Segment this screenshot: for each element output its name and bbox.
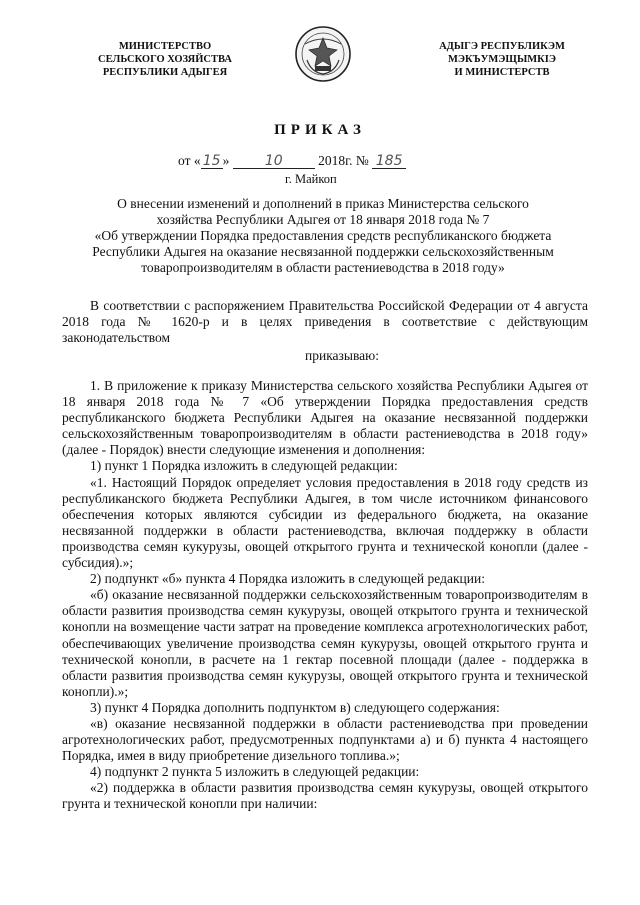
preamble-text: В соответствии с распоряжением Правительства Российской Федерации от 4 августа 2018 года № 1620-р и в целях приведения в соответствие с действующим законодательством bbox=[62, 298, 588, 346]
body-paragraph: «2) поддержка в области развития производства семян кукурузы, овощей открытого грунта и технической конопли при наличии: bbox=[62, 780, 588, 812]
order-subject bbox=[70, 196, 576, 276]
subject-line: товаропроизводителям в области растениеводства в 2018 году» bbox=[141, 260, 505, 275]
ministry-name-line: АДЫГЭ РЕСПУБЛИКЭМ bbox=[439, 41, 565, 52]
body-paragraph: «в) оказание несвязанной поддержки в области растениеводства при проведении агротехнологических работ, предусмотренных подпунктами а) и б) пункта 4 настоящего Порядка, имея в виду приобретение дизельного топлива.»; bbox=[62, 715, 588, 764]
body-paragraph: 2) подпункт «б» пункта 4 Порядка изложить в следующей редакции: bbox=[90, 571, 485, 587]
date-prefix: от « bbox=[178, 153, 201, 168]
ministry-name-line: СЕЛЬСКОГО ХОЗЯЙСТВА bbox=[98, 54, 232, 65]
ministry-name-line: И МИНИСТЕРСТВ bbox=[454, 67, 550, 78]
body-paragraph: «1. Настоящий Порядок определяет условия предоставления в 2018 году средств из республиканского бюджета Республики Адыгея, в том числе источником финансового обеспечения которых являются субсидии из федерального бюджета, на оказание несвязанной поддержки в области растениеводства, включая поддержку в области производства семян кукурузы, овощей открытого грунта и технической конопли (далее - субсидия).»; bbox=[62, 474, 588, 571]
order-city: г. Майкоп bbox=[285, 172, 337, 186]
date-separator: » bbox=[222, 153, 230, 168]
ministry-name-line: МИНИСТЕРСТВО bbox=[118, 41, 212, 52]
order-year-number-label: 2018г. № bbox=[318, 153, 369, 168]
ministry-name-adyghe bbox=[412, 40, 592, 79]
subject-line: «Об утверждении Порядка предоставления средств республиканского бюджета bbox=[94, 228, 552, 243]
preamble bbox=[62, 298, 588, 346]
ministry-name-russian bbox=[75, 40, 255, 79]
document-title: ПРИКАЗ bbox=[274, 122, 366, 138]
subject-line: О внесении изменений и дополнений в приказ Министерства сельского bbox=[117, 196, 529, 211]
body-paragraph: 1. В приложение к приказу Министерства сельского хозяйства Республики Адыгея от 18 января 2018 года № 7 «Об утверждении Порядка предоставления средств республиканского бюджета Республики Адыгея на оказание несвязанной поддержки сельскохозяйственным товаропроизводителям в области растениеводства в 2018 году» (далее - Порядок) внести следующие изменения и дополнения: bbox=[62, 378, 588, 458]
body-paragraph: 1) пункт 1 Порядка изложить в следующей редакции: bbox=[90, 458, 398, 474]
order-date-line bbox=[178, 153, 406, 169]
body-paragraph: 3) пункт 4 Порядка дополнить подпунктом в) следующего содержания: bbox=[90, 699, 500, 715]
order-number: 185 bbox=[372, 154, 406, 169]
ministry-name-line: РЕСПУБЛИКИ АДЫГЕЯ bbox=[102, 67, 228, 78]
body-paragraph: «б) оказание несвязанной поддержки сельскохозяйственным товаропроизводителям в области развития производства семян кукурузы, овощей открытого грунта и технической конопли на возмещение части затрат на проведение комплекса агротехнологических работ, обеспечивающих увеличение производства семян кукурузы, овощей открытого грунта и технической конопли, в расчете на 1 гектар посевной площади (далее - поддержка в области развития производства семян кукурузы, овощей открытого грунта и технической конопли).»; bbox=[62, 587, 588, 699]
order-month: 10 bbox=[233, 154, 315, 169]
order-body bbox=[62, 378, 588, 813]
order-day: 15 bbox=[201, 154, 223, 169]
ministry-name-line: МЭКЪУМЭЩЫМКIЭ bbox=[448, 54, 556, 65]
subject-line: Республики Адыгея на оказание несвязанной поддержки сельскохозяйственным bbox=[92, 244, 554, 259]
body-paragraph: 4) подпункт 2 пункта 5 изложить в следующей редакции: bbox=[90, 764, 420, 780]
subject-line: хозяйства Республики Адыгея от 18 января 2018 года № 7 bbox=[156, 212, 490, 227]
coat-of-arms-icon bbox=[293, 24, 353, 84]
decree-word: приказываю: bbox=[305, 348, 379, 363]
